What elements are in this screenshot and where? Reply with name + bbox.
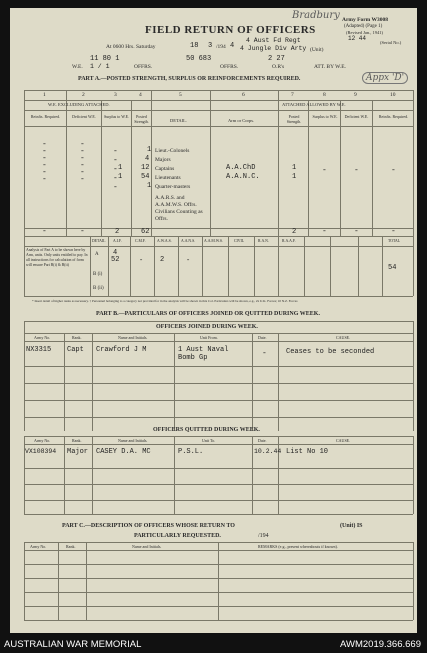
total-att-posted: 2	[292, 228, 297, 236]
joined-head-rank: Rank.	[72, 335, 82, 340]
joined-head-date: Date.	[258, 335, 267, 340]
arm-anc-posted: 1	[292, 173, 297, 181]
joined-head-name: Name and Initials.	[118, 335, 148, 340]
posted-captain: 12	[141, 164, 150, 172]
col-head-surplus: Surplus to W.E.	[103, 114, 130, 119]
joined-unit-line1: 1 Aust Naval	[178, 346, 229, 354]
arm-chd: A.A.ChD	[226, 164, 256, 172]
col-num-9: 9	[354, 92, 357, 98]
part-b-title: PART B.—PARTICULARS OF OFFICERS JOINED OR QUITTED DURING WEEK.	[96, 311, 320, 317]
analysis-a-dash: -	[139, 257, 144, 265]
analysis-head-aif: A.I.F.	[113, 239, 122, 243]
rank-aars: A.A.R.S. and	[155, 195, 185, 201]
unit-line2: 4 Jungle Div Arty	[240, 45, 307, 52]
posted-lieutenant: 54	[141, 173, 150, 181]
joined-head-army-no: Army No.	[34, 335, 51, 340]
col-head-surplus2: Surplus to W.E.	[312, 114, 338, 119]
arm-chd-posted: 1	[292, 164, 297, 172]
quitted-unit: P.S.L.	[178, 448, 204, 456]
posted-qm: 1	[147, 182, 152, 190]
analysis-head-civil: CIVIL	[234, 239, 245, 243]
arm-anc: A.A.N.C.	[226, 173, 260, 181]
analysis-a-total: 54	[388, 264, 397, 272]
att-value: 2 27	[268, 55, 285, 63]
analysis-note: Analysis of Part A to be shown here by Arm, units. Only units entitled to pay. In all instructions for calculation of form will ensure Part B(i) & B(ii)	[26, 248, 88, 267]
part-c-unit: (Unit) IS	[340, 523, 363, 529]
handwritten-name: Bradbury	[292, 10, 340, 21]
part-a-title: PART A.—POSTED STRENGTH, SURPLUS OR REINFORCEMENTS REQUIRED.	[78, 76, 301, 82]
part-c-title: PART C.—DESCRIPTION OF OFFICERS WHOSE RETURN TO	[62, 523, 235, 529]
date-day: 18	[190, 42, 199, 50]
part-c-date: /194	[258, 533, 269, 539]
analysis-row-bi: B (i)	[93, 272, 103, 277]
c-head-remarks: REMARKS (e.g., present whereabouts if known).	[258, 544, 338, 549]
analysis-head-ran: R.A.N.	[258, 239, 269, 243]
analysis-head-aans: A.A.N.S.	[181, 239, 196, 243]
col-num-2: 2	[82, 92, 85, 98]
handwritten-appx: Appx 'D'	[362, 72, 408, 84]
analysis-head-aamws: A.A.M.W.S.	[204, 239, 223, 243]
rank-captain: Captains	[155, 166, 175, 172]
col-head-arm: Arm or Corps.	[228, 118, 255, 123]
we-label: W.E.	[72, 64, 83, 70]
dash-c8: -	[322, 166, 327, 175]
dashes-col3: - - - - -	[113, 147, 118, 192]
col-head-deficient: Deficient W.E.	[72, 114, 96, 119]
quitted-army-no: VX108394	[25, 448, 57, 455]
footer-institution: AUSTRALIAN WAR MEMORIAL	[4, 639, 142, 650]
analysis-a-aif: 4	[113, 249, 118, 257]
quitted-head-cause: CAUSE.	[336, 438, 351, 443]
at-label: At 0600 Hrs. Saturday	[106, 44, 156, 50]
col-head-reinf2: Reinfts. Required.	[378, 114, 409, 119]
col-head-posted: Posted Strength.	[134, 114, 149, 124]
quitted-rank: Major	[67, 448, 89, 456]
col-num-5: 5	[179, 92, 182, 98]
footer-accession: AWM2019.366.669	[340, 639, 421, 650]
col-num-1: 1	[43, 92, 46, 98]
c-head-rank: Rank.	[66, 544, 76, 549]
att-label: ATT. BY W.E.	[314, 64, 346, 70]
quitted-name: CASEY D.A. MC	[96, 448, 151, 456]
joined-head-cause: CAUSE.	[336, 335, 351, 340]
col-head-posted2: Posted Strength.	[286, 114, 302, 124]
col-num-4: 4	[139, 92, 142, 98]
col-head-reinf: Reinfts. Required.	[30, 114, 61, 119]
col-num-10: 10	[390, 92, 396, 98]
joined-name: Crawford J M	[96, 346, 147, 354]
quitted-head-army-no: Army No.	[34, 438, 51, 443]
total-dash-8: -	[322, 227, 327, 236]
analysis-a-aif-total: 52	[111, 256, 120, 264]
dash-c10: -	[391, 166, 396, 175]
rank-aamws: A.A.M.W.S. Offrs.	[155, 202, 197, 208]
unit-label: (Unit)	[310, 47, 324, 53]
total-dash-9: -	[354, 227, 359, 236]
joined-head-unit: Unit From.	[200, 335, 218, 340]
rank-qm: Quarter-masters	[155, 184, 191, 190]
date-month: 3	[208, 42, 213, 50]
c-head-army-no: Army No.	[30, 544, 47, 549]
total-posted: 62	[141, 228, 150, 236]
analysis-head-detail: DETAIL	[92, 239, 106, 243]
col-head-deficient2: Deficient W.E.	[344, 114, 369, 119]
col-num-7: 7	[291, 92, 294, 98]
form-revised: (Revised Jan., 1941)	[346, 30, 383, 35]
quitted-title: OFFICERS QUITTED DURING WEEK.	[153, 427, 260, 433]
form-title: FIELD RETURN OF OFFICERS	[145, 24, 316, 36]
analysis-a-cmf: 2	[160, 256, 165, 264]
we-sub: 1 / 1	[90, 63, 110, 70]
serial-label: (Serial No.)	[380, 40, 402, 45]
total-dash-2: -	[80, 227, 85, 236]
quitted-cause: List No 10	[286, 448, 329, 456]
form-number: Army Form W3008	[342, 17, 389, 23]
analysis-row-a: A	[95, 252, 99, 257]
rank-civilians: Civilians Counting as Offrs.	[155, 209, 203, 222]
quitted-head-unit: Unit To.	[202, 438, 216, 443]
analysis-head-cmf: C.M.F.	[135, 239, 146, 243]
analysis-head-awas: A.W.A.S.	[157, 239, 172, 243]
surplus-lieutenant: 1	[118, 173, 123, 181]
unit-line1: 4 Aust Fd Regt	[246, 37, 301, 44]
total-dash-1: -	[42, 227, 47, 236]
total-surplus: 2	[115, 228, 120, 236]
attached-allowed-header: ATTACHED ALLOWED BY W.E.	[282, 102, 346, 107]
serial-number: 12 44	[348, 35, 367, 42]
analysis-head-total: TOTAL	[388, 239, 401, 243]
posted-major: 4	[145, 155, 150, 163]
total-dash-10: -	[391, 227, 396, 236]
dash-c9: -	[354, 166, 359, 175]
ors-we-value: 50 683	[186, 55, 212, 63]
joined-unit-line2: Bomb Gp	[178, 354, 208, 362]
analysis-head-raaf: R.A.A.F.	[282, 239, 296, 243]
col-num-8: 8	[323, 92, 326, 98]
c-head-name: Name and Initials.	[132, 544, 162, 549]
rank-major: Majors	[155, 157, 171, 163]
col-num-3: 3	[114, 92, 117, 98]
ors-label: O.R's	[272, 64, 285, 70]
joined-date-dash: -	[262, 349, 267, 358]
rank-lieutenant: Lieutenants	[155, 175, 181, 181]
analysis-a-dash2: -	[186, 257, 191, 265]
analysis-row-bii: B (ii)	[93, 286, 104, 291]
form-sheet	[10, 8, 417, 633]
dashes-col2: - - - - - -	[80, 140, 85, 184]
surplus-captain: 1	[118, 164, 123, 172]
joined-army-no: NX3315	[26, 346, 52, 354]
form-adapted: (Adapted) (Page 1)	[344, 24, 383, 29]
posted-lt-col: 1	[147, 146, 152, 154]
col-head-detail: DETAIL.	[170, 118, 188, 123]
joined-cause: Ceases to be seconded	[286, 348, 375, 356]
we-value: 11 80 1	[90, 55, 120, 63]
offrs2-label: OFFRS.	[220, 64, 239, 70]
quitted-head-name: Name and Initials.	[118, 438, 148, 443]
dashes-col1: - - - - - -	[42, 140, 47, 184]
joined-title: OFFICERS JOINED DURING WEEK.	[156, 324, 258, 330]
rank-lt-col: Lieut.-Colonels	[155, 148, 190, 154]
offrs-label: OFFRS.	[134, 64, 153, 70]
we-excluding-header: W.E. EXCLUDING ATTACHED.	[48, 102, 110, 107]
col-num-6: 6	[242, 92, 245, 98]
part-c-line2: PARTICULARLY REQUESTED.	[134, 533, 221, 539]
quitted-date: 10.2.44	[254, 448, 282, 455]
date-year-prefix: /194	[216, 44, 226, 50]
joined-rank: Capt	[67, 346, 84, 354]
date-year: 4	[230, 42, 235, 50]
quitted-head-date: Date.	[258, 438, 267, 443]
footnote: * Insert detail of higher ranks as necessary. † Personnel belonging to a category not provided for in the analysis will be shown in this Col. Particulars will be shown, e.g., 2x U.K. Forces; 10 N.Z. Forces	[32, 299, 298, 303]
quitted-head-rank: Rank.	[72, 438, 82, 443]
